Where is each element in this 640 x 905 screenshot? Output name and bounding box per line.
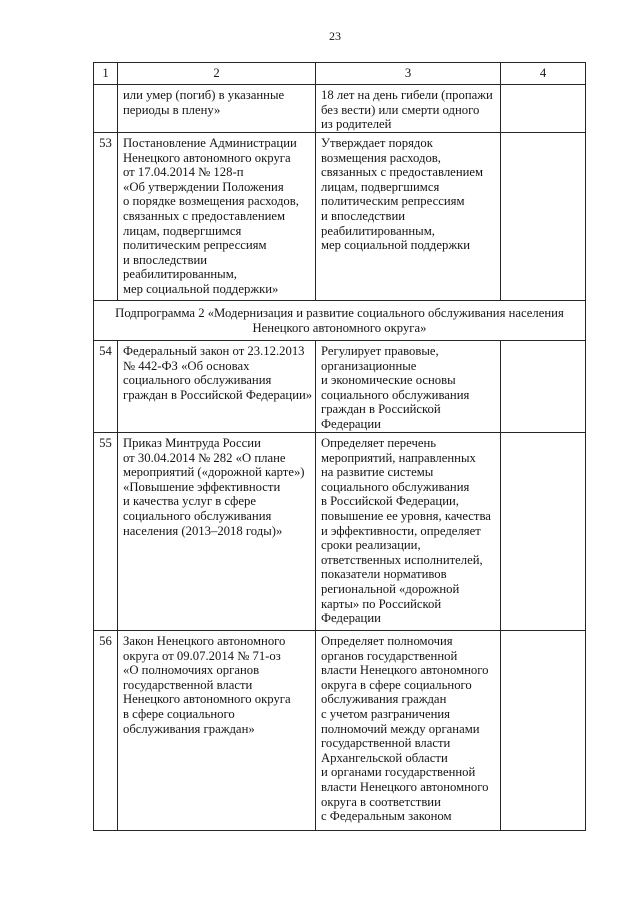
table-row [94,341,586,433]
document-title: или умер (погиб) в указанные периоды в плену» [123,88,285,117]
table-header-row [94,63,586,85]
row-number: 53 [99,136,112,150]
header-col-2: 2 [118,63,316,85]
row-number: 54 [99,344,112,358]
description-cell [316,341,501,433]
description-cell [316,133,501,301]
document-cell [118,341,316,433]
table-row [94,133,586,301]
document-title: Приказ Минтруда России от 30.04.2014 № 282 «О плане мероприятий («дорожной карте») «Повышение эффективности и качества услуг в сфере социального обслуживания населения (2013–2018 годы)» [123,436,305,538]
document-description: Регулирует правовые, организационные и экономические основы социального обслуживания граждан в Российской Федерации [321,344,470,431]
table-row [94,85,586,133]
header-col-3: 3 [316,63,501,85]
header-col-4: 4 [501,63,586,85]
row-number-cell [94,631,118,831]
table-row [94,631,586,831]
note-cell [501,631,586,831]
document-cell [118,133,316,301]
row-number-cell [94,133,118,301]
row-number: 56 [99,634,112,648]
document-cell [118,433,316,631]
document-title: Постановление Администрации Ненецкого автономного округа от 17.04.2014 № 128-п «Об утверждении Положения о порядке возмещения расходов, связанных с предоставлением лицам, подвергшимся политическим репрессиям и впоследствии реабилитированным, мер социальной поддержки» [123,136,299,296]
document-description: 18 лет на день гибели (пропажи без вести) или смерти одного из родителей [321,88,493,132]
subprogram-title: Подпрограмма 2 «Модернизация и развитие социального обслуживания населения Ненецкого автономного округа» [115,306,564,335]
description-cell [316,433,501,631]
row-number-cell [94,341,118,433]
note-cell [501,133,586,301]
description-cell [316,85,501,133]
document-cell [118,631,316,831]
header-col-1: 1 [94,63,118,85]
table-row [94,433,586,631]
note-cell [501,433,586,631]
document-title: Закон Ненецкого автономного округа от 09.07.2014 № 71-оз «О полномочиях органов государственной власти Ненецкого автономного округа в сфере социального обслуживания граждан» [123,634,291,736]
legal-acts-table [93,62,586,831]
note-cell [501,85,586,133]
page-number: 23 [329,29,341,43]
document-description: Определяет перечень мероприятий, направленных на развитие системы социального обслуживания в Российской Федерации, повышение ее уровня, качества и эффективности, определяет сроки реализации, ответственных исполнителей, показатели нормативов региональной «дорожной карты» по Российской Федерации [321,436,491,626]
row-number-cell [94,85,118,133]
subprogram-row [94,301,586,341]
document-title: Федеральный закон от 23.12.2013 № 442-ФЗ «Об основах социального обслуживания граждан в Российской Федерации» [123,344,313,402]
document-cell [118,85,316,133]
document-description: Определяет полномочия органов государственной власти Ненецкого автономного округа в сфере социального обслуживания граждан с учетом разграничения полномочий между органами государственной власти Архангельской области и органами государственной власти Ненецкого автономного округа в соответствии с Федеральным законом [321,634,489,824]
note-cell [501,341,586,433]
row-number-cell [94,433,118,631]
subprogram-cell [94,301,586,341]
row-number: 55 [99,436,112,450]
document-description: Утверждает порядок возмещения расходов, связанных с предоставлением лицам, подвергшимся политическим репрессиям и впоследствии реабилитированным, мер социальной поддержки [321,136,484,253]
description-cell [316,631,501,831]
